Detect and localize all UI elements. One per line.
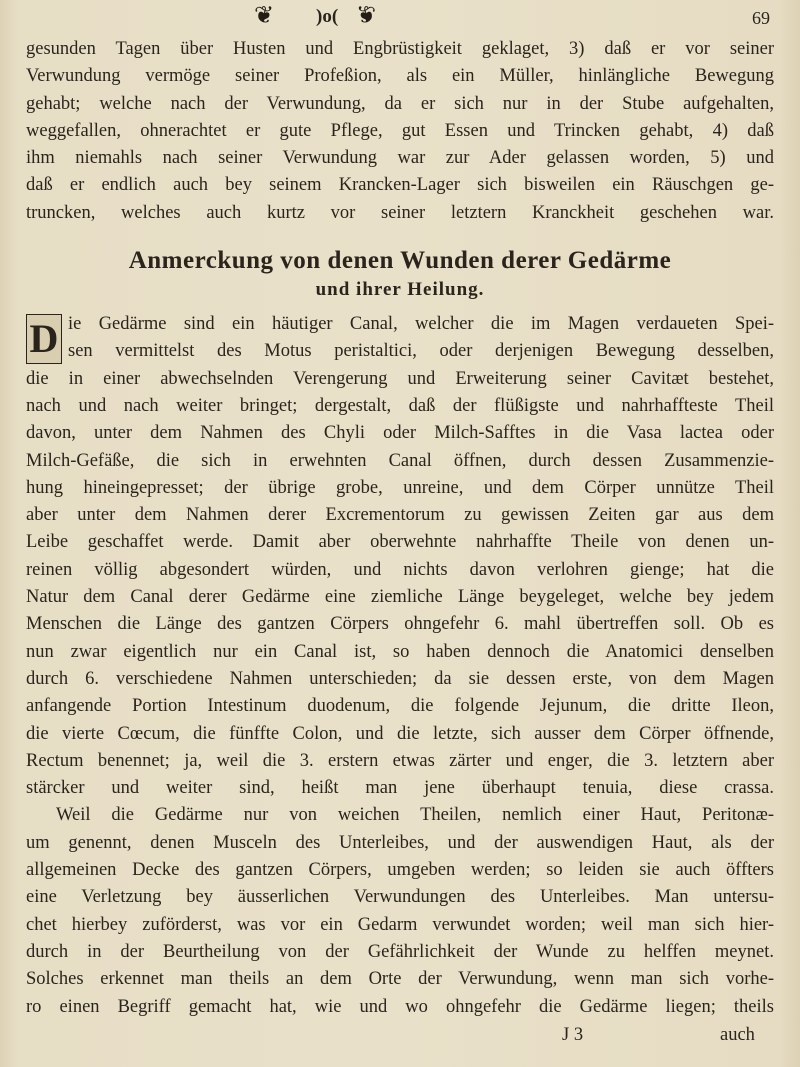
paragraph-1	[26, 311, 774, 802]
text-line: allgemeinen Decke des gantzen Cörpers, umgeben werden; so leiden sie auch öffters	[26, 860, 774, 881]
text-line: nun zwar eigentlich nur ein Canal ist, so haben dennoch die Anatomici denselben	[26, 641, 774, 662]
text-line: aber unter dem Nahmen derer Excrementorum zu gewissen Zeiten gar aus dem	[26, 505, 774, 526]
text-line: anfangende Portion Intestinum duodenum, die folgende Jejunum, die dritte Ileon,	[26, 696, 774, 717]
text-line: Leibe geschaffet werde. Damit aber oberwehnte nahrhaffte Theile von denen un-	[26, 532, 774, 553]
text-line: nach und nach weiter bringet; dergestalt, daß der flüßigste und nahrhaffteste Theil	[26, 395, 774, 416]
text-line: Solches erkennet man theils an dem Orte der Verwundung, wenn man sich vorhe-	[26, 969, 774, 990]
text-line: die in einer abwechselnden Verengerung und Erweiterung seiner Cavitæt bestehet,	[26, 368, 774, 389]
text-block	[26, 36, 774, 1021]
text-line: reinen völlig abgesondert würden, und nichts davon verlohren gienge; hat die	[26, 559, 774, 580]
drop-cap: D	[26, 314, 62, 364]
text-line: Rectum benennet; ja, weil die 3. erstern etwas zärter und enger, die 3. letztern aber	[26, 750, 774, 771]
catchword: auch	[720, 1025, 755, 1045]
text-line: Milch-Gefäße, die sich in erwehnten Canal öffnen, durch dessen Zusammenzie-	[26, 450, 774, 471]
section-title: Anmerckung von denen Wunden derer Gedärme	[128, 247, 672, 275]
text-line: Natur dem Canal derer Gedärme eine ziemliche Länge beygeleget, welche bey jedem	[26, 587, 774, 608]
text-line: gesunden Tagen über Husten und Engbrüstigkeit geklaget, 3) daß er vor seiner	[26, 39, 774, 59]
text-line: truncken, welches auch kurtz vor seiner letztern Kranckheit geschehen war.	[26, 202, 774, 223]
page-footer	[0, 1022, 800, 1050]
text-line: die vierte Cœcum, die fünffte Colon, und die letzte, sich ausser dem Cörper öffnende,	[26, 723, 774, 744]
page-header	[0, 0, 800, 34]
printers-flower-icon: ❦	[356, 1, 377, 29]
text-line: sen vermittelst des Motus peristaltici, oder derjenigen Bewegung desselben,	[68, 341, 774, 362]
text-line: stärcker und weiter sind, heißt man jene überhaupt tenuia, diese crassa.	[26, 778, 774, 799]
section-subtitle: und ihrer Heilung.	[315, 279, 485, 301]
text-line: ie Gedärme sind ein häutiger Canal, welcher die im Magen verdaueten Spei-	[68, 314, 774, 335]
intro-paragraph	[26, 36, 774, 227]
paragraph-2	[26, 802, 774, 1020]
page-number: 69	[752, 8, 770, 28]
printers-flower-icon: ❦	[254, 1, 275, 29]
text-line: Menschen die Länge des gantzen Cörpers ohngefehr 6. mahl übertreffen soll. Ob es	[26, 614, 774, 635]
text-line: um genennt, denen Musceln des Unterleibes, und der auswendigen Haut, als der	[26, 832, 774, 853]
text-line: davon, unter dem Nahmen des Chyli oder Milch-Safftes in die Vasa lactea oder	[26, 423, 774, 444]
text-line: daß er endlich auch bey seinem Krancken-Lager sich bisweilen ein Räuschgen ge-	[26, 175, 774, 196]
signature-mark: J 3	[562, 1025, 584, 1045]
text-line: ihm niemahls nach seiner Verwundung war zur Ader gelassen worden, 5) und	[26, 148, 774, 169]
text-line: Weil die Gedärme nur von weichen Theilen, nemlich einer Haut, Peritonæ-	[56, 805, 774, 826]
text-line: eine Verletzung bey äusserlichen Verwundungen des Unterleibes. Man untersu-	[26, 887, 774, 908]
text-line: weggefallen, ohnerachtet er gute Pflege, gut Essen und Trincken gehabt, 4) daß	[26, 120, 774, 141]
text-line: gehabt; welche nach der Verwundung, da er sich nur in der Stube aufgehalten,	[26, 93, 774, 114]
text-line: hung hineingepresset; der übrige grobe, unreine, und dem Cörper unnütze Theil	[26, 477, 774, 498]
header-center-mark: )o(	[316, 6, 339, 27]
text-line: chet hierbey zuförderst, was vor ein Gedarm verwundet worden; weil man sich hier-	[26, 914, 774, 935]
text-line: durch 6. verschiedene Nahmen unterschieden; da sie dessen erste, von dem Magen	[26, 668, 774, 689]
text-line: Verwundung vermöge seiner Profeßion, als ein Müller, hinlängliche Bewegung	[26, 66, 774, 87]
text-line: durch in der Beurtheilung von der Gefährlichkeit der Wunde zu helffen meynet.	[26, 941, 774, 962]
text-line: ro einen Begriff gemacht hat, wie und wo ohngefehr die Gedärme liegen; theils	[26, 996, 774, 1017]
